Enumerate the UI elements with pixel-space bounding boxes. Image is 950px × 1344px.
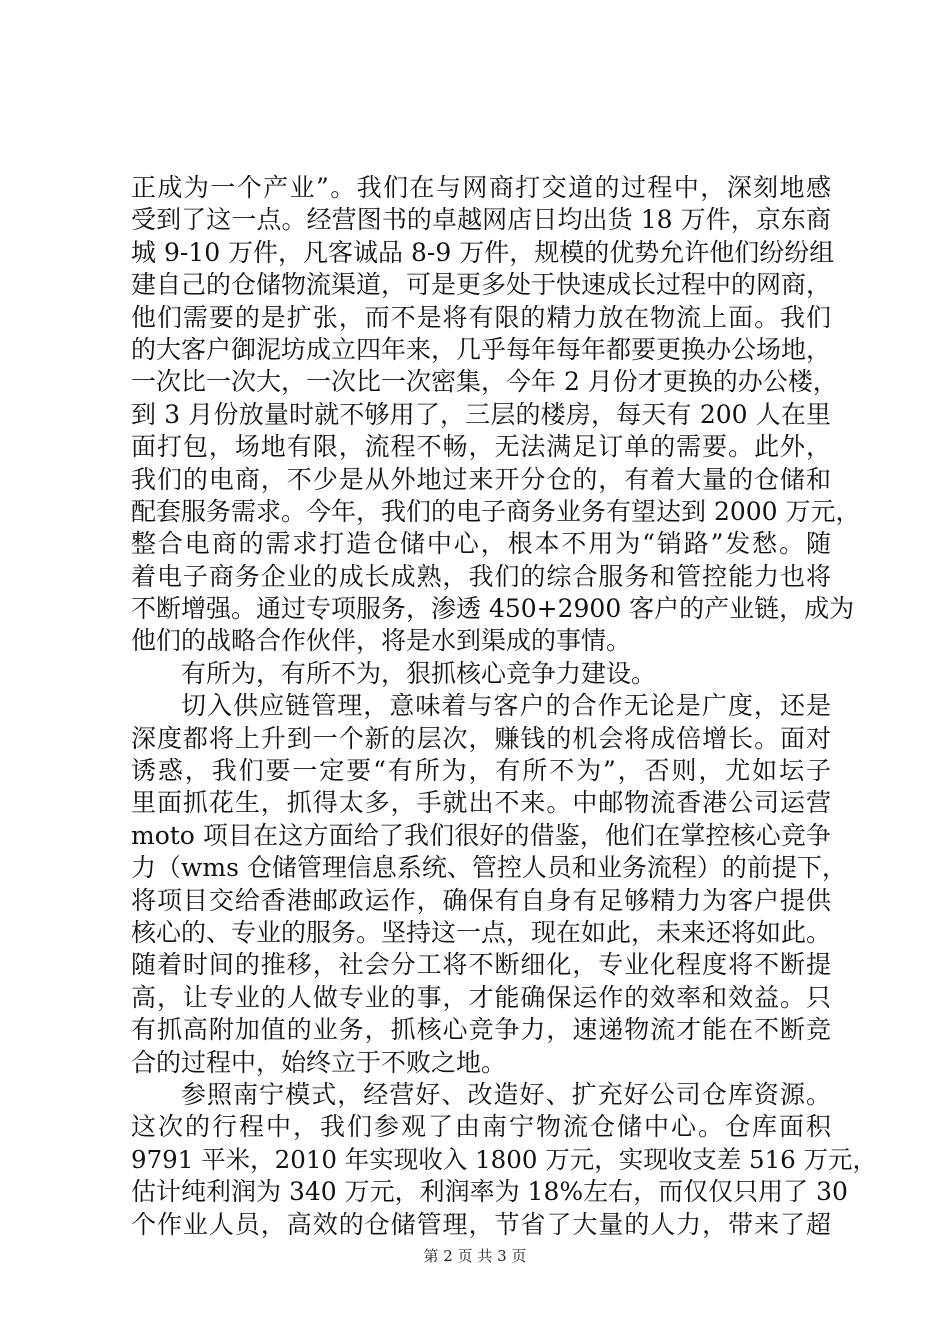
- text-line: 随着时间的推移，社会分工将不断细化，专业化程度将不断提: [131, 950, 831, 980]
- text-line: 这次的行程中，我们参观了由南宁物流仓储中心。仓库面积: [131, 1112, 831, 1142]
- text-line: 核心的、专业的服务。坚持这一点，现在如此，未来还将如此。: [131, 917, 832, 947]
- document-body: [131, 172, 878, 1241]
- text-line: 力（wms 仓储管理信息系统、管控人员和业务流程）的前提下，: [131, 853, 847, 883]
- text-line: 不断增强。通过专项服务，渗透 450+2900 客户的产业链，成为: [131, 594, 855, 624]
- text-line: 着电子商务企业的成长成熟，我们的综合服务和管控能力也将: [131, 561, 831, 591]
- text-line: moto 项目在这方面给了我们很好的借鉴，他们在掌控核心竞争: [131, 820, 831, 850]
- text-line: 到 3 月份放量时就不够用了，三层的楼房，每天有 200 人在里: [131, 399, 831, 429]
- text-line: 的大客户御泥坊成立四年来，几乎每年每年都要更换办公场地，: [131, 334, 832, 364]
- page-footer: 第 2 页 共 3 页: [423, 1247, 527, 1265]
- text-line: 深度都将上升到一个新的层次，赚钱的机会将成倍增长。面对: [131, 723, 831, 753]
- text-line: 高，让专业的人做专业的事，才能确保运作的效率和效益。只: [131, 982, 831, 1012]
- text-line: 面打包，场地有限，流程不畅，无法满足订单的需要。此外，: [131, 432, 831, 462]
- text-line: 9791 平米，2010 年实现收入 1800 万元，实现收支差 516 万元，: [131, 1144, 878, 1174]
- text-line: 正成为一个产业”。我们在与网商打交道的过程中，深刻地感: [131, 173, 831, 202]
- text-line: 估计纯利润为 340 万元，利润率为 18%左右，而仅仅只用了 30: [131, 1177, 848, 1207]
- text-line: 个作业人员，高效的仓储管理，节省了大量的人力，带来了超: [131, 1209, 831, 1239]
- text-line: 他们的战略合作伙伴，将是水到渠成的事情。: [131, 626, 632, 656]
- text-line: 配套服务需求。今年，我们的电子商务业务有望达到 2000 万元，: [131, 496, 861, 526]
- text-line: 有所为，有所不为，狠抓核心竞争力建设。: [181, 658, 657, 688]
- text-line: 合的过程中，始终立于不败之地。: [131, 1047, 507, 1077]
- text-line: 将项目交给香港邮政运作，确保有自身有足够精力为客户提供: [131, 885, 831, 915]
- text-line: 诱惑，我们要一定要“有所为，有所不为”，否则，尤如坛子: [131, 756, 831, 786]
- text-line: 城 9-10 万件，凡客诚品 8-9 万件，规模的优势允许他们纷纷组: [131, 237, 835, 267]
- text-line: 受到了这一点。经营图书的卓越网店日均出货 18 万件，京东商: [131, 205, 831, 235]
- text-line: 一次比一次大，一次比一次密集，今年 2 月份才更换的办公楼，: [131, 367, 838, 397]
- text-line: 切入供应链管理，意味着与客户的合作无论是广度，还是: [181, 691, 831, 721]
- text-line: 整合电商的需求打造仓储中心，根本不用为“销路”发愁。随: [131, 529, 831, 559]
- text-line: 他们需要的是扩张，而不是将有限的精力放在物流上面。我们: [131, 302, 831, 332]
- text-line: 有抓高附加值的业务，抓核心竞争力，速递物流才能在不断竞: [131, 1015, 831, 1045]
- text-line: 里面抓花生，抓得太多，手就出不来。中邮物流香港公司运营: [131, 788, 831, 818]
- text-line: 我们的电商，不少是从外地过来开分仓的，有着大量的仓储和: [131, 464, 831, 494]
- text-line: 建自己的仓储物流渠道，可是更多处于快速成长过程中的网商，: [131, 270, 832, 300]
- text-line: 参照南宁模式，经营好、改造好、扩充好公司仓库资源。: [181, 1079, 831, 1109]
